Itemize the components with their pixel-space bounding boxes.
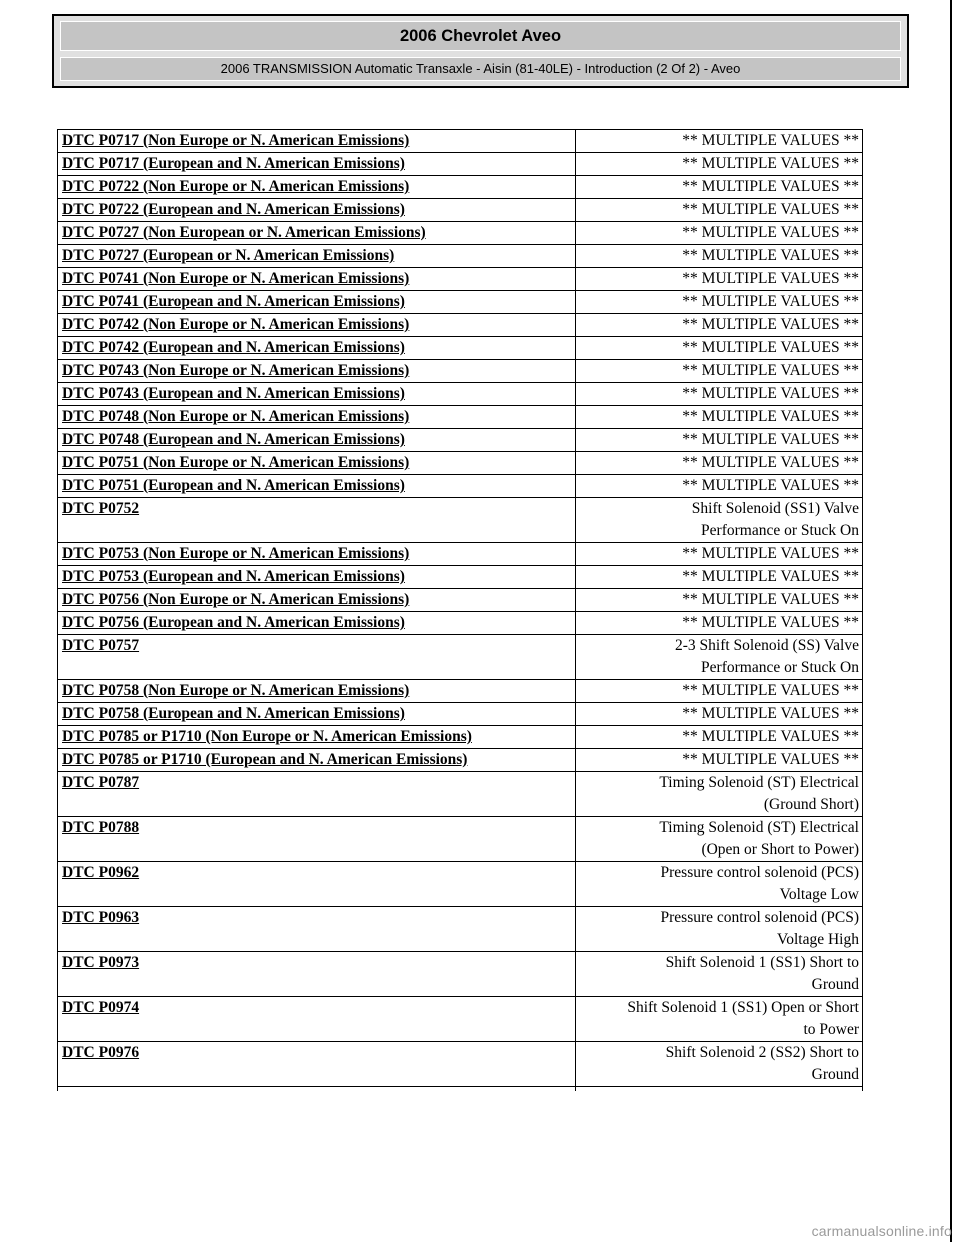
dtc-code-link[interactable]: DTC P0748 (Non Europe or N. American Emissions) [62, 408, 410, 425]
dtc-description-line: Ground [811, 1066, 859, 1083]
dtc-row [58, 862, 863, 907]
dtc-description-cell [576, 153, 863, 176]
dtc-code-cell [58, 429, 576, 452]
dtc-code-cell [58, 452, 576, 475]
dtc-row [58, 817, 863, 862]
dtc-code-cell [58, 543, 576, 566]
dtc-row [58, 291, 863, 314]
dtc-row [58, 589, 863, 612]
dtc-description-line: Pressure control solenoid (PCS) [660, 864, 859, 881]
dtc-table-body [58, 130, 863, 1092]
dtc-description-cell [576, 680, 863, 703]
dtc-description-cell [576, 498, 863, 543]
dtc-description-cell [576, 952, 863, 997]
dtc-code-link[interactable]: DTC P0743 (Non Europe or N. American Emissions) [62, 362, 410, 379]
dtc-code-cell [58, 726, 576, 749]
dtc-code-link[interactable]: DTC P0743 (European and N. American Emissions) [62, 385, 405, 402]
table-continuation-row [58, 1087, 863, 1092]
dtc-code-link[interactable]: DTC P0722 (Non Europe or N. American Emissions) [62, 178, 410, 195]
dtc-code-link[interactable]: DTC P0748 (European and N. American Emissions) [62, 431, 405, 448]
dtc-description-text: ** MULTIPLE VALUES ** [682, 270, 859, 287]
dtc-code-cell [58, 680, 576, 703]
dtc-code-cell [58, 1042, 576, 1087]
dtc-code-link[interactable]: DTC P0742 (Non Europe or N. American Emissions) [62, 316, 410, 333]
dtc-code-cell [58, 199, 576, 222]
dtc-code-link[interactable]: DTC P0741 (Non Europe or N. American Emissions) [62, 270, 410, 287]
dtc-description-cell [576, 314, 863, 337]
dtc-description-cell [576, 383, 863, 406]
dtc-description-line: Voltage Low [779, 886, 859, 903]
dtc-row [58, 680, 863, 703]
dtc-code-link[interactable]: DTC P0963 [62, 909, 140, 926]
dtc-code-link[interactable]: DTC P0785 or P1710 (Non Europe or N. American Emissions) [62, 728, 472, 745]
dtc-description-text: ** MULTIPLE VALUES ** [682, 293, 859, 310]
dtc-description-line: Voltage High [777, 931, 859, 948]
dtc-description-text: ** MULTIPLE VALUES ** [682, 316, 859, 333]
dtc-code-cell [58, 337, 576, 360]
section-subtitle: 2006 TRANSMISSION Automatic Transaxle - Aisin (81-40LE) - Introduction (2 Of 2) - Aveo [60, 57, 901, 81]
dtc-description-text: ** MULTIPLE VALUES ** [682, 201, 859, 218]
dtc-description-cell [576, 360, 863, 383]
dtc-code-cell [58, 952, 576, 997]
dtc-code-cell [58, 862, 576, 907]
dtc-description-line: Performance or Stuck On [701, 522, 859, 539]
dtc-description-cell [576, 589, 863, 612]
dtc-code-link[interactable]: DTC P0758 (European and N. American Emissions) [62, 705, 405, 722]
dtc-description-cell [576, 772, 863, 817]
dtc-description-cell [576, 635, 863, 680]
dtc-code-cell [58, 612, 576, 635]
dtc-description-cell [576, 566, 863, 589]
dtc-code-cell [58, 498, 576, 543]
dtc-row [58, 222, 863, 245]
dtc-row [58, 952, 863, 997]
dtc-row [58, 907, 863, 952]
dtc-description-line: Timing Solenoid (ST) Electrical [659, 774, 859, 791]
dtc-description-cell [576, 245, 863, 268]
dtc-code-cell [58, 268, 576, 291]
dtc-code-cell [58, 749, 576, 772]
dtc-row [58, 749, 863, 772]
dtc-row [58, 360, 863, 383]
dtc-description-cell [576, 291, 863, 314]
dtc-code-link[interactable]: DTC P0756 (European and N. American Emissions) [62, 614, 405, 631]
dtc-code-cell [58, 406, 576, 429]
dtc-description-text: ** MULTIPLE VALUES ** [682, 155, 859, 172]
dtc-code-cell [58, 153, 576, 176]
dtc-code-cell [58, 475, 576, 498]
dtc-description-line: Shift Solenoid 1 (SS1) Open or Short [627, 999, 859, 1016]
dtc-code-link[interactable]: DTC P0751 (Non Europe or N. American Emissions) [62, 454, 410, 471]
dtc-description-line: Timing Solenoid (ST) Electrical [659, 819, 859, 836]
dtc-code-link[interactable]: DTC P0758 (Non Europe or N. American Emissions) [62, 682, 410, 699]
dtc-row [58, 429, 863, 452]
dtc-description-line: Ground [811, 976, 859, 993]
dtc-code-link[interactable]: DTC P0727 (Non European or N. American Emissions) [62, 224, 426, 241]
dtc-row [58, 612, 863, 635]
dtc-row [58, 130, 863, 153]
dtc-code-cell [58, 130, 576, 153]
dtc-row [58, 406, 863, 429]
dtc-description-cell [576, 997, 863, 1042]
dtc-description-cell [576, 612, 863, 635]
dtc-row [58, 726, 863, 749]
dtc-code-cell [58, 245, 576, 268]
dtc-row [58, 199, 863, 222]
dtc-code-cell [58, 772, 576, 817]
dtc-row [58, 566, 863, 589]
dtc-row [58, 452, 863, 475]
dtc-code-link[interactable]: DTC P0722 (European and N. American Emissions) [62, 201, 405, 218]
dtc-code-link[interactable]: DTC P0788 [62, 819, 140, 836]
dtc-code-link[interactable]: DTC P0752 [62, 500, 140, 517]
dtc-description-text: ** MULTIPLE VALUES ** [682, 431, 859, 448]
dtc-description-cell [576, 543, 863, 566]
dtc-description-text: ** MULTIPLE VALUES ** [682, 614, 859, 631]
dtc-code-cell [58, 291, 576, 314]
empty-cell [58, 1087, 576, 1092]
dtc-code-link[interactable]: DTC P0974 [62, 999, 140, 1016]
dtc-code-cell [58, 635, 576, 680]
dtc-row [58, 314, 863, 337]
dtc-description-text: ** MULTIPLE VALUES ** [682, 224, 859, 241]
dtc-code-link[interactable]: DTC P0973 [62, 954, 140, 971]
dtc-code-cell [58, 703, 576, 726]
dtc-description-cell [576, 862, 863, 907]
dtc-description-cell [576, 1042, 863, 1087]
dtc-description-line: Shift Solenoid 1 (SS1) Short to [665, 954, 859, 971]
dtc-description-text: ** MULTIPLE VALUES ** [682, 545, 859, 562]
dtc-description-text: ** MULTIPLE VALUES ** [682, 591, 859, 608]
dtc-description-cell [576, 268, 863, 291]
dtc-code-cell [58, 907, 576, 952]
dtc-row [58, 498, 863, 543]
dtc-description-cell [576, 176, 863, 199]
dtc-code-link[interactable]: DTC P0727 (European or N. American Emissions) [62, 247, 395, 264]
dtc-row [58, 245, 863, 268]
dtc-description-cell [576, 199, 863, 222]
dtc-description-text: ** MULTIPLE VALUES ** [682, 362, 859, 379]
dtc-row [58, 1042, 863, 1087]
vehicle-title: 2006 Chevrolet Aveo [60, 21, 901, 51]
empty-cell [576, 1087, 863, 1092]
site-watermark: carmanualsonline.info [811, 1223, 952, 1239]
dtc-description-cell [576, 222, 863, 245]
dtc-code-cell [58, 997, 576, 1042]
dtc-table [57, 129, 863, 1091]
dtc-row [58, 543, 863, 566]
dtc-row [58, 997, 863, 1042]
dtc-description-text: ** MULTIPLE VALUES ** [682, 247, 859, 264]
dtc-description-text: ** MULTIPLE VALUES ** [682, 454, 859, 471]
dtc-description-text: ** MULTIPLE VALUES ** [682, 477, 859, 494]
dtc-row [58, 337, 863, 360]
dtc-description-text: ** MULTIPLE VALUES ** [682, 568, 859, 585]
dtc-code-cell [58, 176, 576, 199]
dtc-code-link[interactable]: DTC P0753 (Non Europe or N. American Emissions) [62, 545, 410, 562]
dtc-description-line: Performance or Stuck On [701, 659, 859, 676]
dtc-code-link[interactable]: DTC P0756 (Non Europe or N. American Emissions) [62, 591, 410, 608]
dtc-description-cell [576, 337, 863, 360]
dtc-code-link[interactable]: DTC P0976 [62, 1044, 140, 1061]
dtc-description-line: to Power [803, 1021, 859, 1038]
dtc-row [58, 475, 863, 498]
dtc-code-link[interactable]: DTC P0717 (European and N. American Emissions) [62, 155, 405, 172]
dtc-description-cell [576, 429, 863, 452]
dtc-row [58, 703, 863, 726]
dtc-description-text: ** MULTIPLE VALUES ** [682, 132, 859, 149]
dtc-code-link[interactable]: DTC P0742 (European and N. American Emissions) [62, 339, 405, 356]
document-header [52, 14, 909, 88]
dtc-description-cell [576, 749, 863, 772]
dtc-code-cell [58, 222, 576, 245]
dtc-code-link[interactable]: DTC P0962 [62, 864, 140, 881]
dtc-code-cell [58, 589, 576, 612]
dtc-description-line: 2-3 Shift Solenoid (SS) Valve [675, 637, 859, 654]
dtc-description-text: ** MULTIPLE VALUES ** [682, 705, 859, 722]
dtc-description-text: ** MULTIPLE VALUES ** [682, 682, 859, 699]
dtc-code-cell [58, 360, 576, 383]
dtc-row [58, 176, 863, 199]
dtc-description-cell [576, 130, 863, 153]
dtc-description-line: Shift Solenoid 2 (SS2) Short to [665, 1044, 859, 1061]
dtc-description-text: ** MULTIPLE VALUES ** [682, 751, 859, 768]
dtc-description-cell [576, 452, 863, 475]
dtc-code-cell [58, 314, 576, 337]
dtc-code-link[interactable]: DTC P0757 [62, 637, 140, 654]
dtc-description-cell [576, 907, 863, 952]
dtc-row [58, 153, 863, 176]
dtc-description-text: ** MULTIPLE VALUES ** [682, 385, 859, 402]
dtc-code-link[interactable]: DTC P0787 [62, 774, 140, 791]
dtc-row [58, 772, 863, 817]
dtc-code-link[interactable]: DTC P0753 (European and N. American Emissions) [62, 568, 405, 585]
dtc-row [58, 383, 863, 406]
dtc-description-text: ** MULTIPLE VALUES ** [682, 178, 859, 195]
dtc-description-cell [576, 475, 863, 498]
dtc-row [58, 268, 863, 291]
dtc-description-text: ** MULTIPLE VALUES ** [682, 408, 859, 425]
dtc-description-line: (Ground Short) [763, 796, 859, 813]
dtc-code-cell [58, 817, 576, 862]
dtc-code-link[interactable]: DTC P0741 (European and N. American Emissions) [62, 293, 405, 310]
dtc-description-line: Shift Solenoid (SS1) Valve [691, 500, 859, 517]
dtc-description-line: (Open or Short to Power) [701, 841, 859, 858]
dtc-row [58, 635, 863, 680]
dtc-description-cell [576, 703, 863, 726]
dtc-code-link[interactable]: DTC P0785 or P1710 (European and N. American Emissions) [62, 751, 468, 768]
dtc-description-text: ** MULTIPLE VALUES ** [682, 339, 859, 356]
dtc-description-cell [576, 726, 863, 749]
dtc-description-line: Pressure control solenoid (PCS) [660, 909, 859, 926]
dtc-code-link[interactable]: DTC P0751 (European and N. American Emissions) [62, 477, 405, 494]
dtc-description-cell [576, 817, 863, 862]
dtc-description-text: ** MULTIPLE VALUES ** [682, 728, 859, 745]
dtc-code-cell [58, 566, 576, 589]
dtc-code-cell [58, 383, 576, 406]
dtc-description-cell [576, 406, 863, 429]
dtc-code-link[interactable]: DTC P0717 (Non Europe or N. American Emissions) [62, 132, 410, 149]
